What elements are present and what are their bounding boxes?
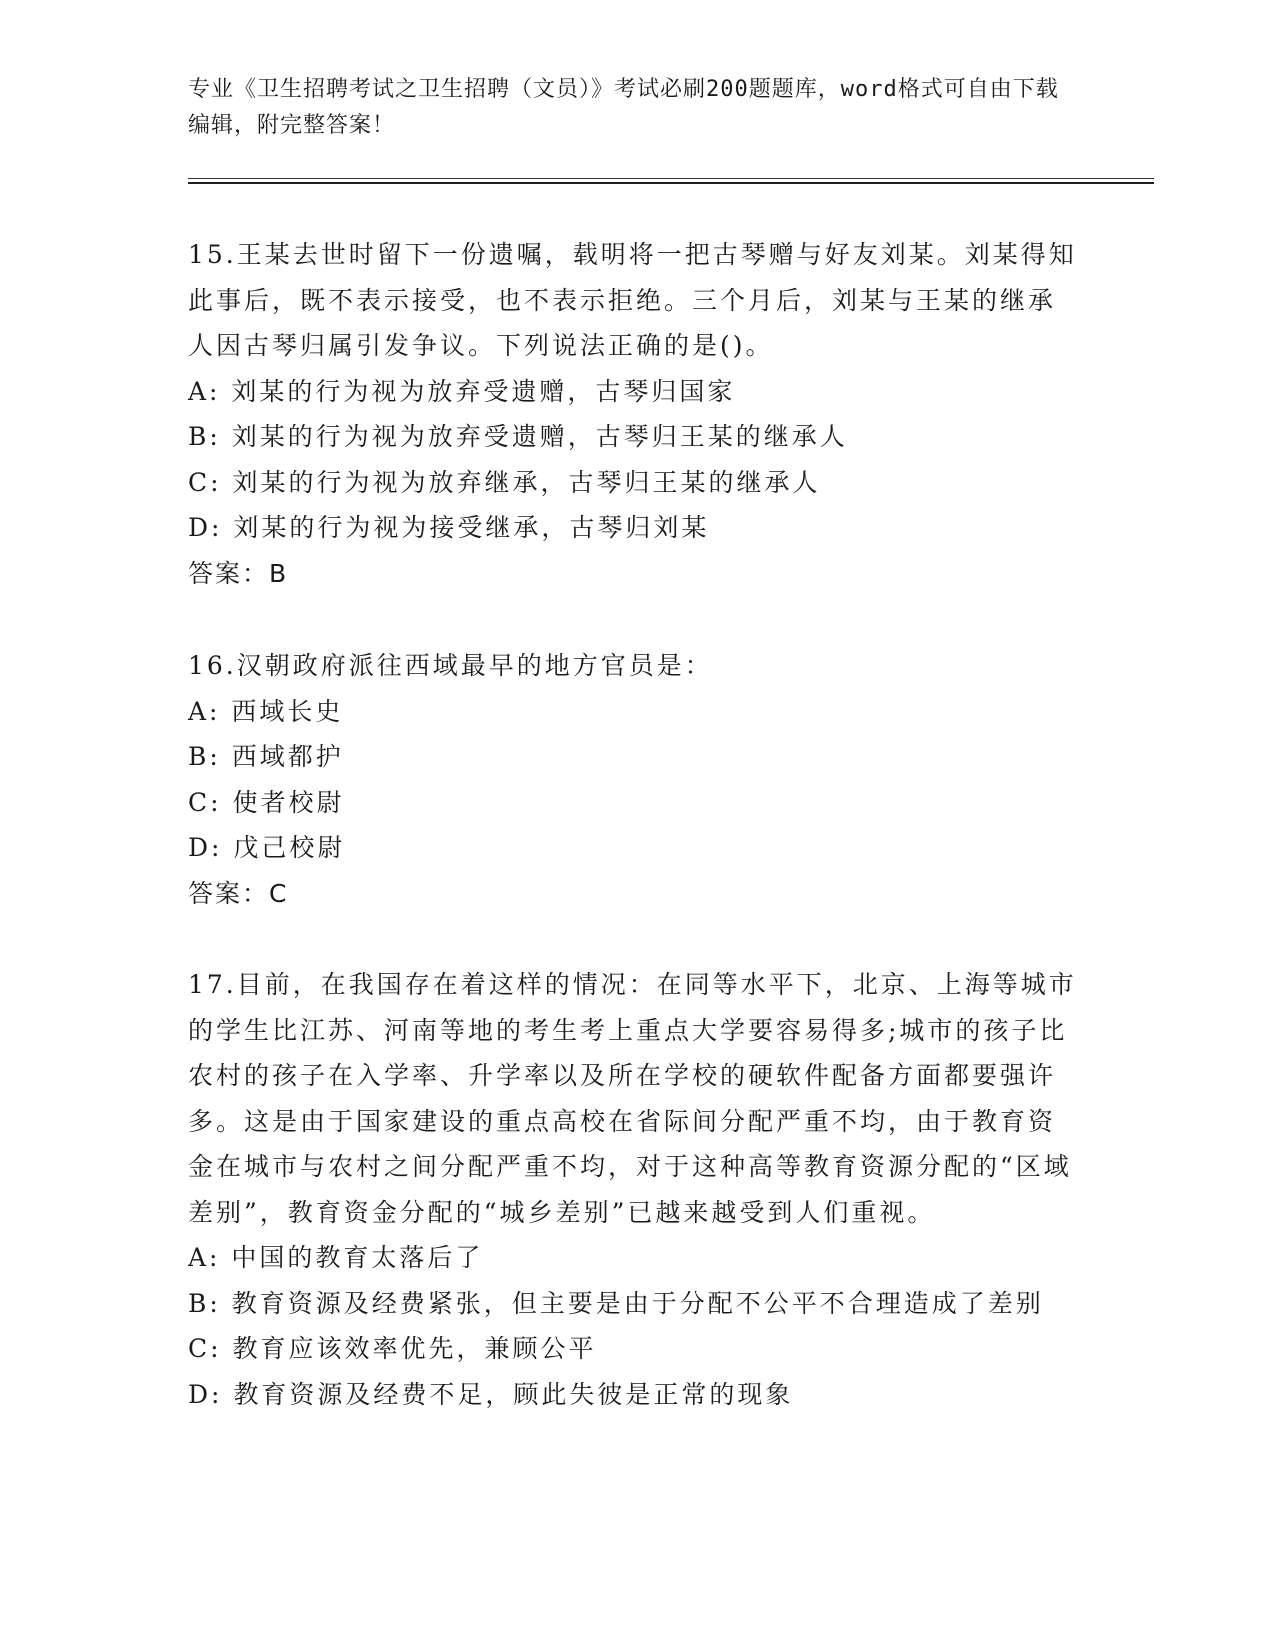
option-d: D: 戊己校尉 [188,833,346,862]
option-b: B: 教育资源及经费紧张，但主要是由于分配不公平不合理造成了差别 [188,1288,1044,1318]
question-15 [188,232,1078,596]
question-stem: 16.汉朝政府派往西域最早的地方官员是： [188,651,713,680]
option-c: C: 教育应该效率优先，兼顾公平 [188,1334,597,1363]
header-divider-thick [188,182,1154,184]
question-16 [188,643,1078,916]
option-d: D: 教育资源及经费不足，顾此失彼是正常的现象 [188,1379,794,1409]
option-b: B: 刘某的行为视为放弃受遗赠，古琴归王某的继承人 [188,422,848,451]
option-c: C: 刘某的行为视为放弃继承，古琴归王某的继承人 [188,467,821,497]
document-header: 专业《卫生招聘考试之卫生招聘（文员）》考试必刷200题题库，word格式可自由下载编辑，附完整答案！ [188,77,1059,138]
option-a: A: 西域长史 [188,696,344,726]
option-c: C: 使者校尉 [188,787,345,817]
option-d: D: 刘某的行为视为接受继承，古琴归刘某 [188,513,710,542]
option-a: A: 中国的教育太落后了 [188,1243,484,1272]
option-b: B: 西域都护 [188,742,344,771]
answer-line: 答案：C [188,878,289,908]
option-a: A: 刘某的行为视为放弃受遗赠，古琴归国家 [188,376,736,406]
header-divider-thin [188,178,1154,179]
question-stem: 15.王某去世时留下一份遗嘱，载明将一把古琴赠与好友刘某。刘某得知此事后，既不表示接受，也不表示拒绝。三个月后，刘某与王某的继承人因古琴归属引发争议。下列说法正确的是()。 [188,240,1077,360]
question-17 [188,962,1078,1417]
question-stem: 17.目前，在我国存在着这样的情况：在同等水平下，北京、上海等城市的学生比江苏、河南等地的考生考上重点大学要容易得多;城市的孩子比农村的孩子在入学率、升学率以及所在学校的硬软件配备方面都要强许多。这是由于国家建设的重点高校在省际间分配严重不均，由于教育资金在城市与农村之间分配严重不均，对于这种高等教育资源分配的“区域差别”，教育资金分配的“城乡差别”已越来越受到人们重视。 [188,970,1077,1227]
answer-line: 答案：B [188,558,289,588]
